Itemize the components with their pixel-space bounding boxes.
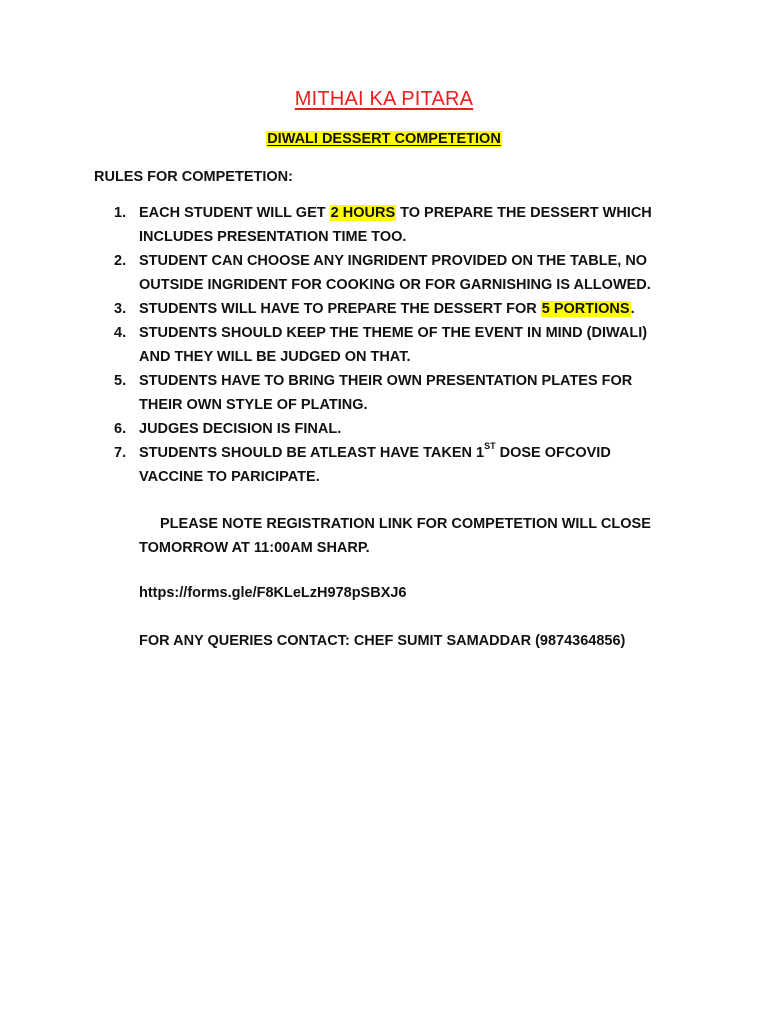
rule-text: STUDENTS SHOULD BE ATLEAST HAVE TAKEN 1 <box>139 445 485 461</box>
rule-text: JUDGES DECISION IS FINAL. <box>139 421 342 437</box>
rule-text: STUDENTS HAVE TO BRING THEIR OWN PRESENTATION PLATES FOR THEIR OWN STYLE OF PLATING. <box>139 373 633 413</box>
rule-item-6 <box>114 417 674 441</box>
rule-text: . <box>630 301 635 317</box>
rule-item-7 <box>114 441 674 489</box>
rule-superscript: ST <box>484 441 496 452</box>
rule-item-5 <box>114 369 674 417</box>
registration-note: PLEASE NOTE REGISTRATION LINK FOR COMPETETION WILL CLOSE TOMORROW AT 11:00AM SHARP. <box>139 516 651 556</box>
registration-link[interactable]: https://forms.gle/F8KLeLzH978pSBXJ6 <box>139 585 407 601</box>
subtitle-highlight: DIWALI DESSERT COMPETETION <box>267 131 501 147</box>
rule-text: DOSE OFCOVID VACCINE TO PARICIPATE. <box>139 445 611 485</box>
rule-number: 5. <box>114 373 127 389</box>
document-title: MITHAI KA PITARA <box>294 88 474 110</box>
rule-text: STUDENTS SHOULD KEEP THE THEME OF THE EVENT IN MIND (DIWALI) AND THEY WILL BE JUDGED ON THAT. <box>139 325 648 365</box>
rule-item-3 <box>114 297 674 321</box>
rule-text: TO PREPARE THE DESSERT WHICH INCLUDES PRESENTATION TIME TOO. <box>139 205 652 245</box>
contact-info: FOR ANY QUERIES CONTACT: CHEF SUMIT SAMADDAR (9874364856) <box>139 633 626 649</box>
rule-number: 1. <box>114 205 127 221</box>
rule-item-2 <box>114 249 674 297</box>
document-subtitle <box>0 131 768 147</box>
rule-text: STUDENTS WILL HAVE TO PREPARE THE DESSERT FOR <box>139 301 541 317</box>
rule-item-1 <box>114 201 674 249</box>
rule-number: 2. <box>114 253 127 269</box>
rule-number: 3. <box>114 301 127 317</box>
rule-item-4 <box>114 321 674 369</box>
rule-number: 7. <box>114 445 127 461</box>
rule-number: 6. <box>114 421 127 437</box>
rule-highlight: 2 HOURS <box>330 205 396 221</box>
rule-highlight: 5 PORTIONS <box>541 301 630 317</box>
rule-text: STUDENT CAN CHOOSE ANY INGRIDENT PROVIDED ON THE TABLE, NO OUTSIDE INGRIDENT FOR COOKING OR FOR GARNISHING IS ALLOWED. <box>139 253 651 293</box>
rule-number: 4. <box>114 325 127 341</box>
rules-heading: RULES FOR COMPETETION: <box>94 169 293 185</box>
rule-text: EACH STUDENT WILL GET <box>139 205 330 221</box>
rules-list <box>114 201 674 489</box>
